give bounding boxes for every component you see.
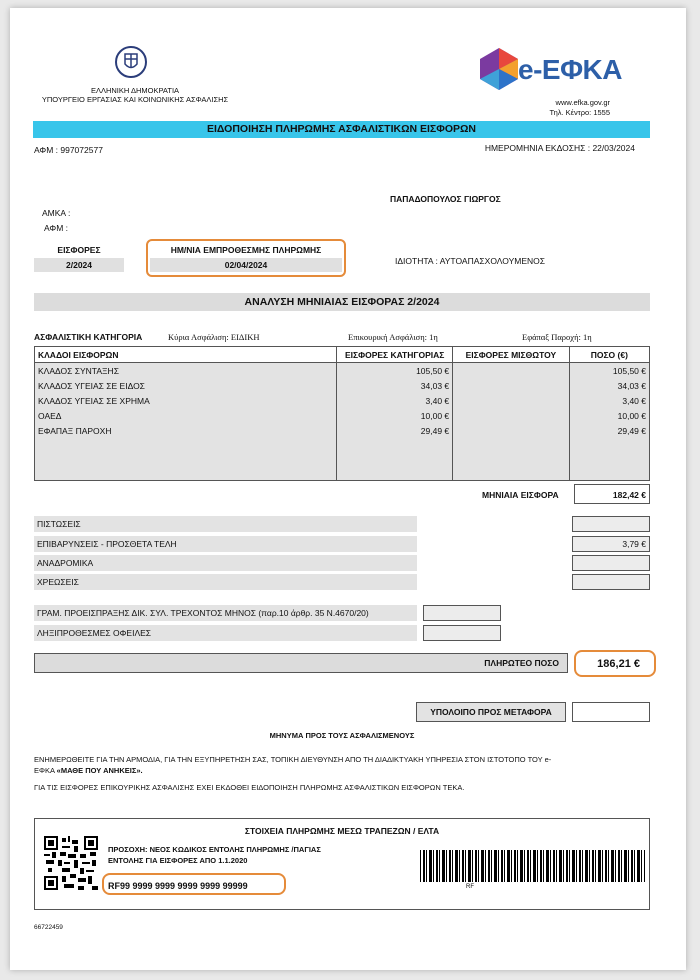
deadline-row: ΓΡΑΜ. ΠΡΟΕΙΣΠΡΑΞΗΣ ΔΙΚ. ΣΥΛ. ΤΡΕΧΟΝΤΟΣ ΜΗΝΟΣ (παρ.10 άρθρ. 35 Ν.4670/20): [34, 605, 417, 621]
efka-logo-icon: [476, 46, 522, 92]
insured-name: ΠΑΠΑΔΟΠΟΥΛΟΣ ΓΙΩΡΓΟΣ: [390, 194, 501, 204]
website: www.efka.gov.gr: [555, 98, 610, 107]
message-line1-efka: ΕΦΚΑ: [34, 766, 57, 775]
payable-label-bar: [34, 653, 568, 673]
branch-name: ΚΛΑΔΟΣ ΣΥΝΤΑΞΗΣ: [35, 363, 337, 379]
table-row: [35, 408, 650, 423]
carry-over-label: ΥΠΟΛΟΙΠΟ ΠΡΟΣ ΜΕΤΑΦΟΡΑ: [416, 702, 566, 722]
payable-label: ΠΛΗΡΩΤΕΟ ΠΟΣΟ: [484, 658, 559, 668]
table-row: [35, 378, 650, 393]
qr-code-icon: [44, 836, 98, 890]
branch-category-amount: 3,40 €: [337, 393, 453, 408]
overdue-row: ΛΗΞΙΠΡΟΘΕΣΜΕΣ ΟΦΕΙΛΕΣ: [34, 625, 417, 641]
coat-of-arms-icon: [113, 44, 149, 80]
branch-amount: 34,03 €: [569, 378, 649, 393]
branch-employee-amount: [453, 423, 569, 438]
branch-amount: 29,49 €: [569, 423, 649, 438]
capacity: ΙΔΙΟΤΗΤΑ : ΑΥΤΟΑΠΑΣΧΟΛΟΥΜΕΝΟΣ: [395, 256, 546, 266]
payment-title: ΣΤΟΙΧΕΙΑ ΠΛΗΡΩΜΗΣ ΜΕΣΩ ΤΡΑΠΕΖΩΝ / ΕΛΤΑ: [244, 826, 440, 836]
contribution-period: 2/2024: [34, 258, 124, 272]
debits-row: ΧΡΕΩΣΕΙΣ: [34, 574, 417, 590]
credits-row: ΠΙΣΤΩΣΕΙΣ: [34, 516, 417, 532]
contributions-table: [34, 346, 650, 481]
rf-code: RF99 9999 9999 9999 9999 99999: [108, 881, 248, 891]
table-row: [35, 363, 650, 379]
table-row: [35, 423, 650, 438]
credits-value: [572, 516, 650, 532]
title-bar: ΕΙΔΟΠΟΙΗΣΗ ΠΛΗΡΩΜΗΣ ΑΣΦΑΛΙΣΤΙΚΩΝ ΕΙΣΦΟΡΩΝ: [33, 121, 650, 138]
branch-amount: 105,50 €: [569, 363, 649, 379]
col-branches: ΚΛΑΔΟΙ ΕΙΣΦΟΡΩΝ: [35, 347, 337, 363]
category-label: ΑΣΦΑΛΙΣΤΙΚΗ ΚΑΤΗΓΟΡΙΑ: [34, 332, 143, 342]
message-title: ΜΗΝΥΜΑ ΠΡΟΣ ΤΟΥΣ ΑΣΦΑΛΙΣΜΕΝΟΥΣ: [269, 731, 415, 740]
gov-line1: ΕΛΛΗΝΙΚΗ ΔΗΜΟΚΡΑΤΙΑ: [90, 86, 180, 95]
branch-employee-amount: [453, 393, 569, 408]
afm-top: ΑΦΜ : 997072577: [34, 145, 103, 155]
col-amount: ΠΟΣΟ (€): [569, 347, 649, 363]
branch-category-amount: 10,00 €: [337, 408, 453, 423]
monthly-contribution-label: ΜΗΝΙΑΙΑ ΕΙΣΦΟΡΑ: [482, 490, 559, 500]
monthly-contribution-value: 182,42 €: [574, 484, 650, 504]
retroactive-value: [572, 555, 650, 571]
barcode-icon: [420, 850, 645, 882]
col-category: ΕΙΣΦΟΡΕΣ ΚΑΤΗΓΟΡΙΑΣ: [337, 347, 453, 363]
surcharges-row: ΕΠΙΒΑΡΥΝΣΕΙΣ - ΠΡΟΣΘΕΤΑ ΤΕΛΗ: [34, 536, 417, 552]
surcharges-value: 3,79 €: [572, 536, 650, 552]
branch-employee-amount: [453, 378, 569, 393]
document-number: 66722459: [34, 924, 63, 931]
branch-category-amount: 29,49 €: [337, 423, 453, 438]
amka-label: ΑΜΚΑ :: [42, 208, 71, 218]
branch-name: ΟΑΕΔ: [35, 408, 337, 423]
branch-employee-amount: [453, 363, 569, 379]
overdue-value: [423, 625, 501, 641]
due-date-value: 02/04/2024: [150, 258, 342, 272]
afm-label: ΑΦΜ :: [44, 223, 69, 233]
branch-amount: 10,00 €: [569, 408, 649, 423]
message-line1-text: ΕΝΗΜΕΡΩΘΕΙΤΕ ΓΙΑ ΤΗΝ ΑΡΜΟΔΙΑ, ΓΙΑ ΤΗΝ ΕΞΥΠΗΡΕΤΗΣΗ ΣΑΣ, ΤΟΠΙΚΗ ΔΙΕΥΘΥΝΣΗ ΑΠΟ ΤΗ ΔΙΑΔΙΚΤΥΑΚΗ ΥΠΗΡΕΣΙΑ ΣΤΟΝ ΙΣΤΟΤΟΠΟ ΤΟΥ e-: [34, 755, 552, 764]
branch-employee-amount: [453, 408, 569, 423]
analysis-title: ΑΝΑΛΥΣΗ ΜΗΝΙΑΙΑΣ ΕΙΣΦΟΡΑΣ 2/2024: [34, 293, 650, 311]
payment-notice: ΠΡΟΣΟΧΗ: ΝΕΟΣ ΚΩΔΙΚΟΣ ΕΝΤΟΛΗΣ ΠΛΗΡΩΜΗΣ /ΠΑΓΙΑΣ ΕΝΤΟΛΗΣ ΓΙΑ ΕΙΣΦΟΡΕΣ ΑΠΟ 1.1.2020: [108, 845, 321, 865]
col-employee: ΕΙΣΦΟΡΕΣ ΜΙΣΘΩΤΟΥ: [453, 347, 569, 363]
retroactive-row: ΑΝΑΔΡΟΜΙΚΑ: [34, 555, 417, 571]
deadline-value: [423, 605, 501, 621]
message-line1: [34, 754, 654, 776]
payment-notice-document: [10, 8, 686, 970]
branch-name: ΚΛΑΔΟΣ ΥΓΕΙΑΣ ΣΕ ΕΙΔΟΣ: [35, 378, 337, 393]
gov-line2: ΥΠΟΥΡΓΕΙΟ ΕΡΓΑΣΙΑΣ ΚΑΙ ΚΟΙΝΩΝΙΚΗΣ ΑΣΦΑΛΙΣΗΣ: [41, 95, 229, 104]
table-row-empty: [35, 438, 650, 481]
branch-name: ΚΛΑΔΟΣ ΥΓΕΙΑΣ ΣΕ ΧΡΗΜΑ: [35, 393, 337, 408]
efka-logo-text: e-ΕΦΚΑ: [518, 54, 622, 85]
message-line1-link: «ΜΑΘΕ ΠΟΥ ΑΝΗΚΕΙΣ».: [56, 766, 143, 775]
category-main: Κύρια Ασφάλιση: ΕΙΔΙΚΗ: [168, 332, 260, 342]
carry-over-value: [572, 702, 650, 722]
phone: Τηλ. Κέντρο: 1555: [549, 108, 610, 117]
debits-value: [572, 574, 650, 590]
branch-amount: 3,40 €: [569, 393, 649, 408]
payable-value: 186,21 €: [597, 658, 640, 670]
branch-category-amount: 105,50 €: [337, 363, 453, 379]
table-row: [35, 393, 650, 408]
branch-category-amount: 34,03 €: [337, 378, 453, 393]
due-date-highlight: [146, 239, 346, 277]
category-aux: Επικουρική Ασφάλιση: 1η: [348, 332, 438, 342]
category-lump: Εφάπαξ Παροχή: 1η: [522, 332, 592, 342]
contributions-label: ΕΙΣΦΟΡΕΣ: [57, 245, 101, 255]
branch-name: ΕΦΑΠΑΞ ΠΑΡΟΧΗ: [35, 423, 337, 438]
payable-highlight: [574, 650, 656, 677]
barcode-caption: RF: [466, 884, 474, 890]
issue-date: ΗΜΕΡΟΜΗΝΙΑ ΕΚΔΟΣΗΣ : 22/03/2024: [484, 143, 635, 153]
message-line2: ΓΙΑ ΤΙΣ ΕΙΣΦΟΡΕΣ ΕΠΙΚΟΥΡΙΚΗΣ ΑΣΦΑΛΙΣΗΣ ΕΧΕΙ ΕΚΔΟΘΕΙ ΕΙΔΟΠΟΙΗΣΗ ΠΛΗΡΩΜΗΣ ΑΣΦΑΛΙΣΤΙΚΩΝ ΕΙΣΦΟΡΩΝ ΤΕΚΑ.: [34, 783, 465, 792]
rf-code-highlight: [102, 873, 286, 895]
due-date-label: ΗΜ/ΝΙΑ ΕΜΠΡΟΘΕΣΜΗΣ ΠΛΗΡΩΜΗΣ: [170, 245, 322, 255]
